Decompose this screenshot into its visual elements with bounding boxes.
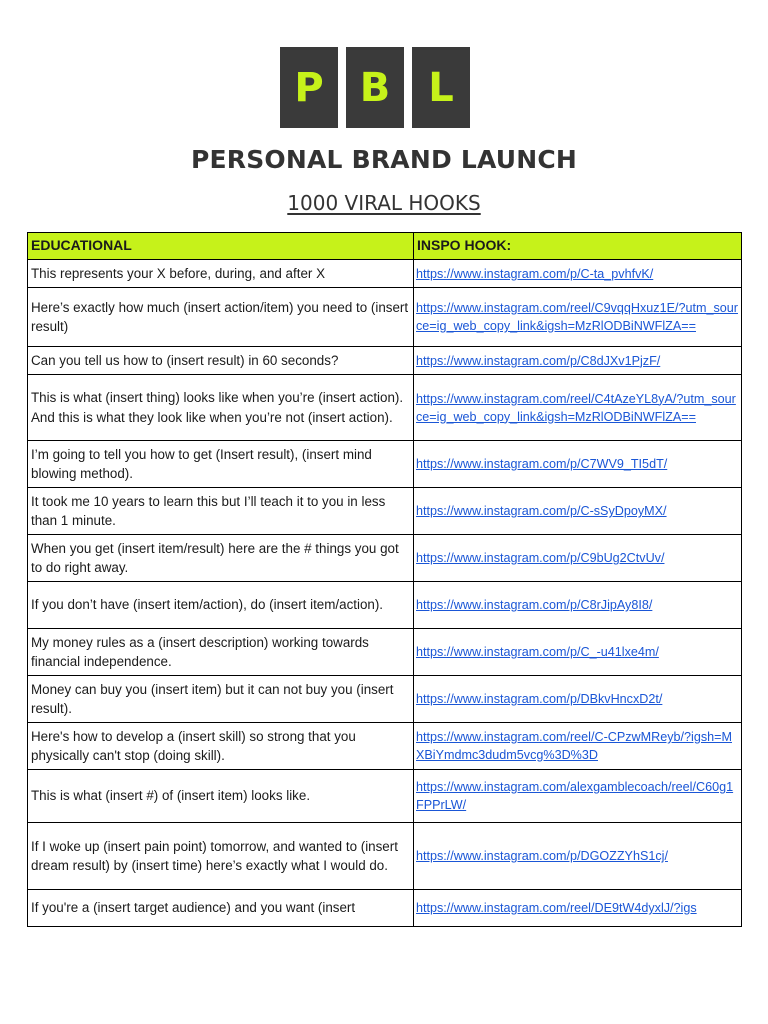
pbl-logo xyxy=(280,47,470,128)
table-row xyxy=(28,629,742,676)
page-title: PERSONAL BRAND LAUNCH xyxy=(190,145,578,174)
hook-text: My money rules as a (insert description) working towards financial independence. xyxy=(28,629,414,676)
inspo-link[interactable]: https://www.instagram.com/p/DBkvHncxD2t/ xyxy=(414,676,742,723)
inspo-link[interactable]: https://www.instagram.com/p/DGOZZYhS1cj/ xyxy=(414,823,742,890)
logo-letter-b: B xyxy=(346,47,404,128)
inspo-link[interactable]: https://www.instagram.com/p/C-sSyDpoyMX/ xyxy=(414,488,742,535)
hook-text: Money can buy you (insert item) but it can not buy you (insert result). xyxy=(28,676,414,723)
inspo-link[interactable]: https://www.instagram.com/reel/C-CPzwMReyb/?igsh=MXBiYmdmc3dudm5vcg%3D%3D xyxy=(414,723,742,770)
table-row xyxy=(28,347,742,375)
hook-text: If I woke up (insert pain point) tomorrow, and wanted to (insert dream result) by (insert time) here’s exactly what I would do. xyxy=(28,823,414,890)
hook-text: Here's how to develop a (insert skill) so strong that you physically can't stop (doing skill). xyxy=(28,723,414,770)
table-row xyxy=(28,375,742,441)
inspo-link[interactable]: https://www.instagram.com/p/C-ta_pvhfvK/ xyxy=(414,260,742,288)
table-row xyxy=(28,823,742,890)
hook-text: This is what (insert #) of (insert item) looks like. xyxy=(28,770,414,823)
hook-text: This represents your X before, during, and after X xyxy=(28,260,414,288)
inspo-link[interactable]: https://www.instagram.com/p/C9bUg2CtvUv/ xyxy=(414,535,742,582)
hook-text: Here’s exactly how much (insert action/item) you need to (insert result) xyxy=(28,288,414,347)
hook-text: This is what (insert thing) looks like when you’re (insert action). And this is what they look like when you’re not (insert action). xyxy=(28,375,414,441)
hook-text: When you get (insert item/result) here are the # things you got to do right away. xyxy=(28,535,414,582)
table-header-row xyxy=(28,233,742,260)
table-row xyxy=(28,582,742,629)
table-row xyxy=(28,441,742,488)
inspo-link[interactable]: https://www.instagram.com/reel/C4tAzeYL8yA/?utm_source=ig_web_copy_link&igsh=MzRlODBiNWFlZA== xyxy=(414,375,742,441)
column-header-educational: EDUCATIONAL xyxy=(28,233,414,260)
inspo-link[interactable]: https://www.instagram.com/p/C_-u41lxe4m/ xyxy=(414,629,742,676)
table-row xyxy=(28,488,742,535)
page-subtitle: 1000 VIRAL HOOKS xyxy=(287,191,481,215)
hook-text: Can you tell us how to (insert result) in 60 seconds? xyxy=(28,347,414,375)
inspo-link[interactable]: https://www.instagram.com/p/C7WV9_TI5dT/ xyxy=(414,441,742,488)
inspo-link[interactable]: https://www.instagram.com/reel/C9vqqHxuz1E/?utm_source=ig_web_copy_link&igsh=MzRlODBiNWFlZA== xyxy=(414,288,742,347)
logo-letter-l: L xyxy=(412,47,470,128)
table-row xyxy=(28,535,742,582)
table-row xyxy=(28,770,742,823)
column-header-inspo-hook: INSPO HOOK: xyxy=(414,233,742,260)
inspo-link[interactable]: https://www.instagram.com/reel/DE9tW4dyxlJ/?igs xyxy=(414,890,742,927)
table-row xyxy=(28,288,742,347)
hook-text: It took me 10 years to learn this but I’ll teach it to you in less than 1 minute. xyxy=(28,488,414,535)
table-row xyxy=(28,260,742,288)
inspo-link[interactable]: https://www.instagram.com/p/C8dJXv1PjzF/ xyxy=(414,347,742,375)
hook-text: If you don’t have (insert item/action), do (insert item/action). xyxy=(28,582,414,629)
table-row xyxy=(28,723,742,770)
table-row xyxy=(28,676,742,723)
hook-text: I’m going to tell you how to get (Insert result), (insert mind blowing method). xyxy=(28,441,414,488)
table-row xyxy=(28,890,742,927)
hook-text: If you're a (insert target audience) and you want (insert xyxy=(28,890,414,927)
logo-letter-p: P xyxy=(280,47,338,128)
inspo-link[interactable]: https://www.instagram.com/p/C8rJipAy8I8/ xyxy=(414,582,742,629)
inspo-link[interactable]: https://www.instagram.com/alexgamblecoach/reel/C60g1FPPrLW/ xyxy=(414,770,742,823)
hooks-table xyxy=(27,232,742,927)
